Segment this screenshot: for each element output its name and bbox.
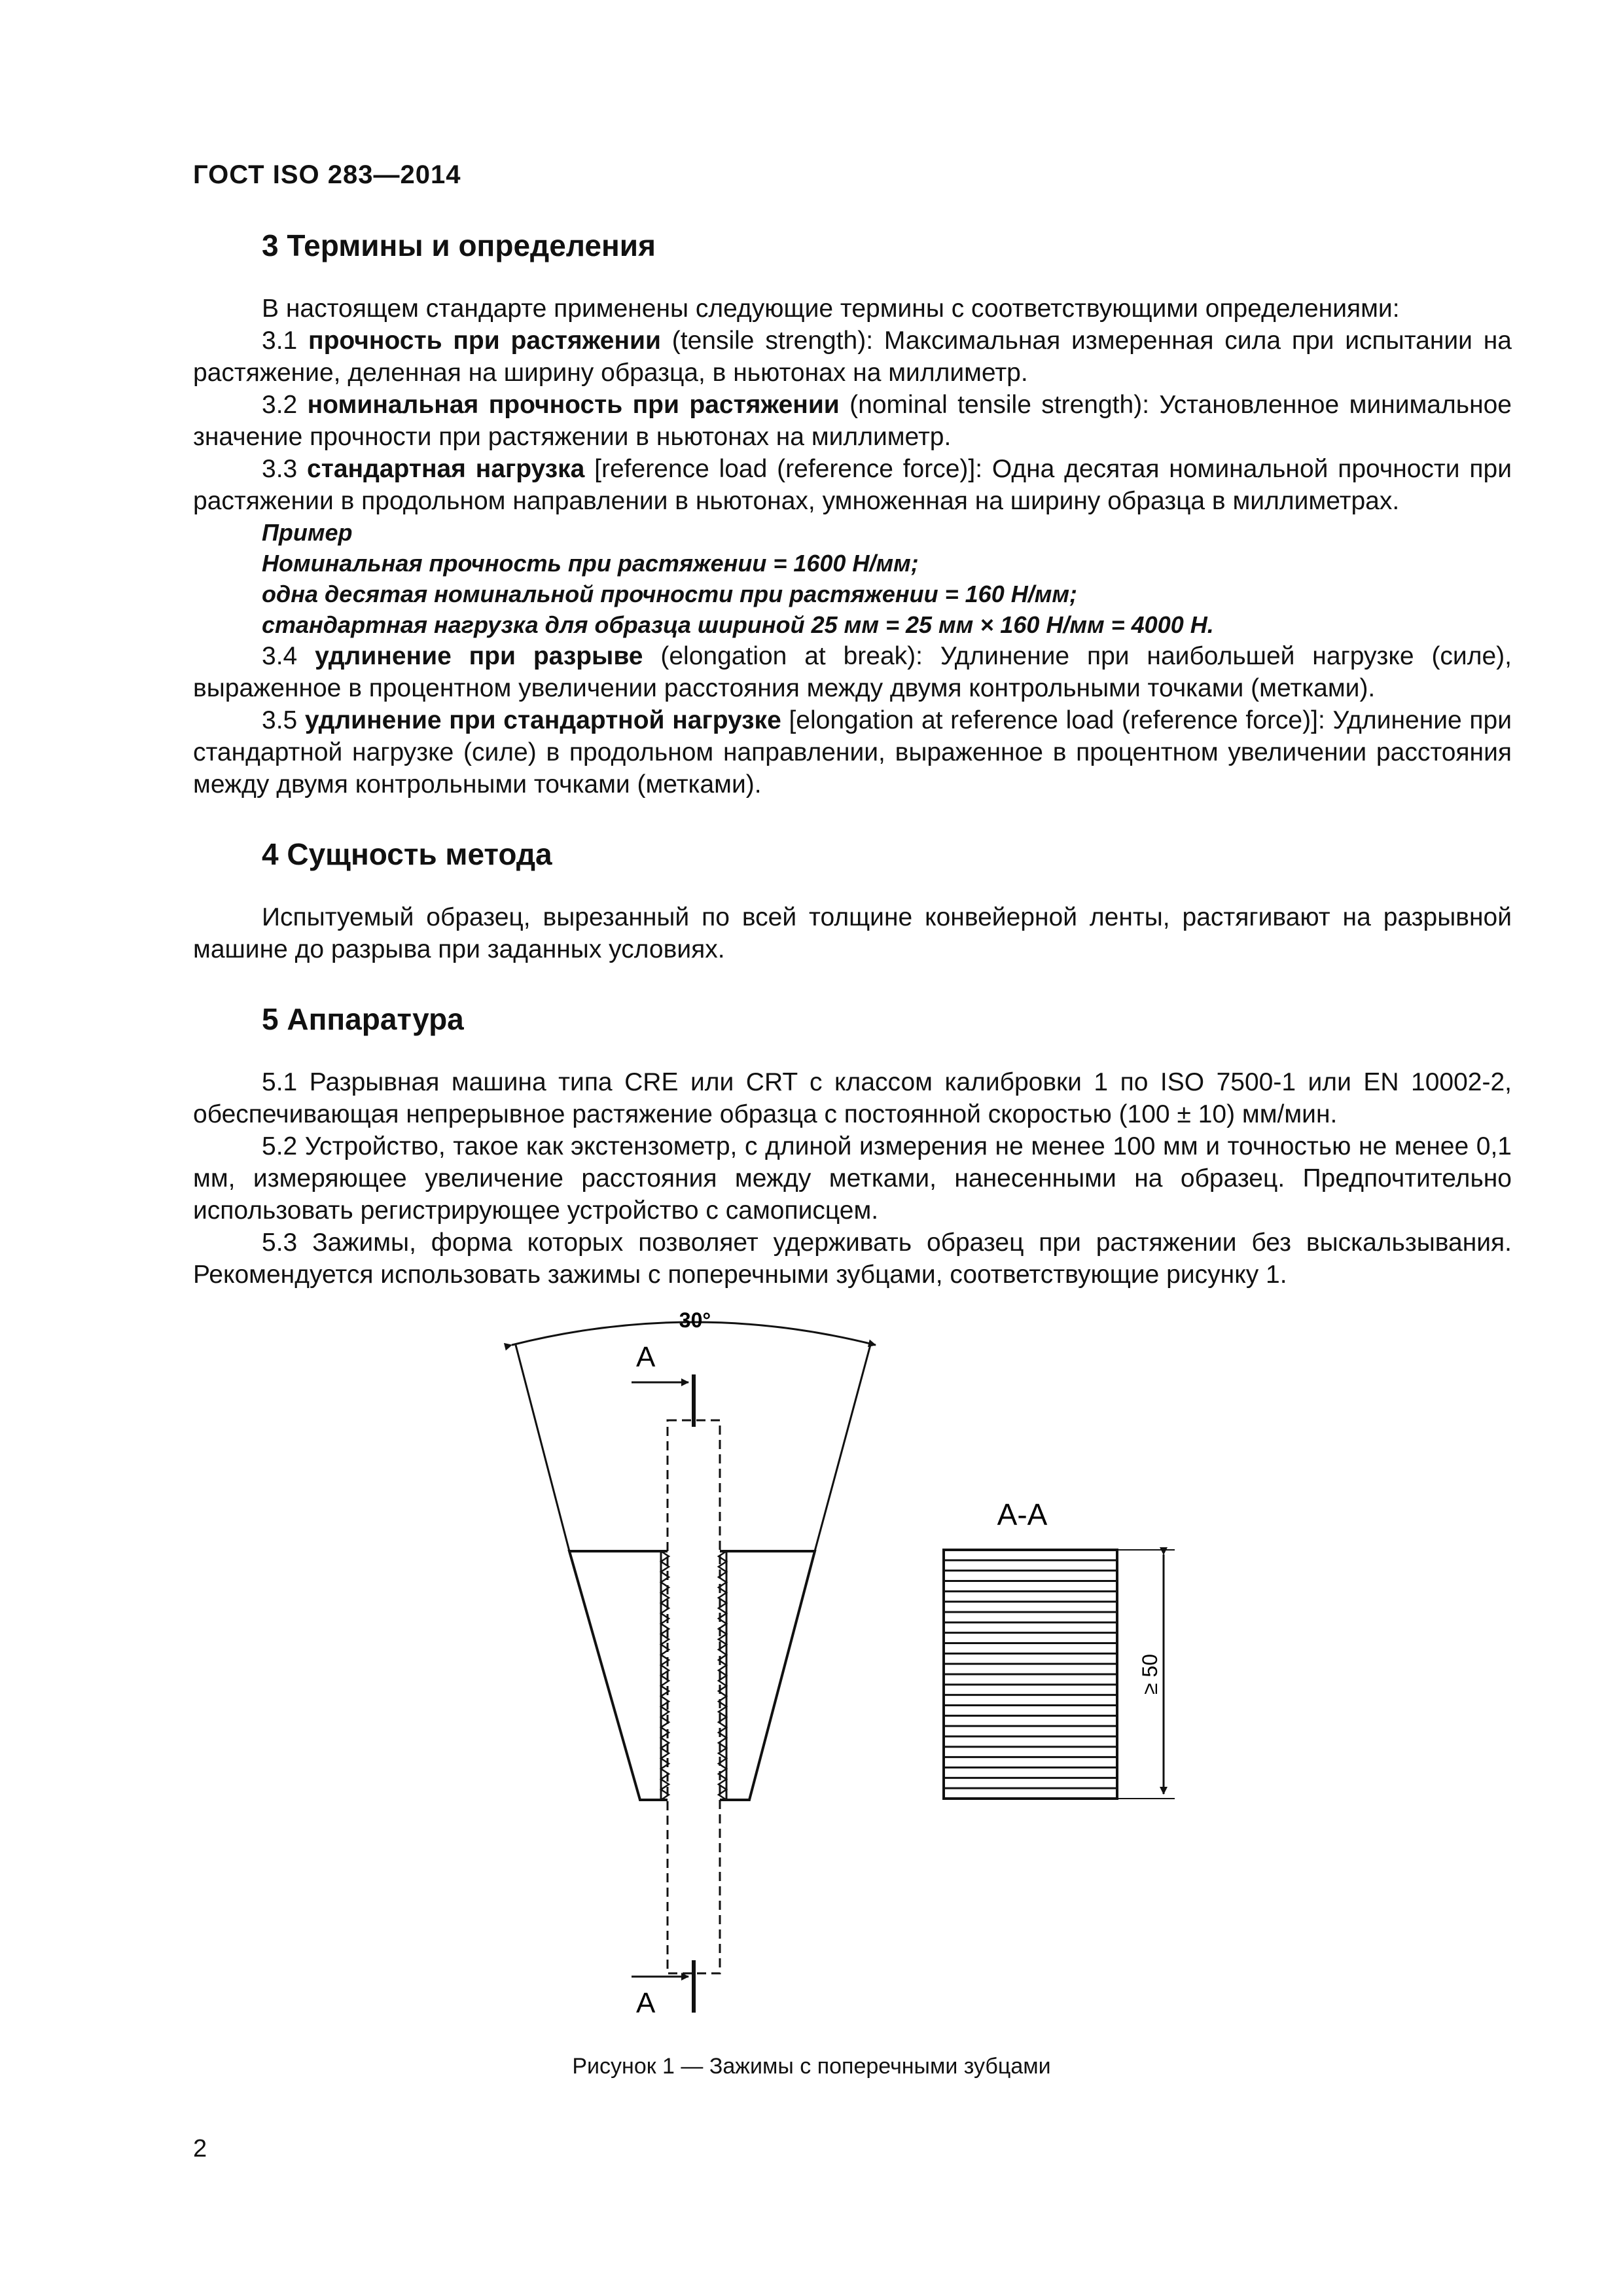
section-mark-bottom: А (636, 1987, 656, 2019)
term-number: 3.1 (262, 327, 309, 355)
term-definition: [elongation at reference load (reference force)]: Удлинение при стандартной нагрузке (силе) в продольном направлении, выраженное в процентном увеличении расстояния между двумя контрольными точками (метками). (193, 706, 1512, 798)
term-name: прочность при растяжении (308, 327, 661, 355)
term-number: 3.5 (262, 706, 305, 734)
term-definition: (elongation at break): Удлинение при наибольшей нагрузке (силе), выраженное в процентном увеличении расстояния между двумя контрольными точками (метками). (193, 642, 1512, 702)
term-number: 3.4 (262, 642, 315, 670)
angle-extension-right (815, 1345, 870, 1551)
section-4-text: Испытуемый образец, вырезанный по всей толщине конвейерной ленты, растягивают на разрывной машине до разрыва при заданных условиях. (193, 903, 1512, 963)
term-name: стандартная нагрузка (307, 455, 585, 483)
term-definition: (nominal tensile strength): Установленное минимальное значение прочности при растяжении в ньютонах на миллиметр. (193, 391, 1512, 451)
example-label: Пример (262, 519, 353, 546)
example-line-2: одна десятая номинальной прочности при растяжении = 160 Н/мм; (262, 581, 1077, 607)
section-3-heading: 3 Термины и определения (262, 228, 656, 262)
section-4-heading: 4 Сущность метода (262, 837, 552, 871)
angle-extension-left (516, 1345, 569, 1551)
term-name: удлинение при разрыве (315, 642, 643, 670)
term-name: удлинение при стандартной нагрузке (304, 706, 781, 734)
term-definition: (tensile strength): Максимальная измеренная сила при испытании на растяжение, деленная на ширину образца, в ньютонах на миллиметр. (193, 327, 1512, 387)
section-mark-top: А (636, 1341, 656, 1373)
term-3-5 (193, 704, 1512, 800)
term-number: 3.2 (262, 391, 308, 419)
term-3-3 (193, 453, 1512, 517)
clause-5-1: 5.1 Разрывная машина типа CRE или CRT с классом калибровки 1 по ISO 7500-1 или EN 10002-2, обеспечивающая непрерывное растяжение образца с постоянной скоростью (100 ± 10) мм/мин. (193, 1068, 1512, 1128)
specimen-strip (668, 1420, 720, 1973)
term-name: номинальная прочность при растяжении (307, 391, 840, 419)
term-definition: [reference load (reference force)]: Одна десятая номинальной прочности при растяжении в продольном направлении в ньютонах, умноженная на ширину образца в миллиметрах. (193, 455, 1512, 515)
figure-1 (0, 1302, 1623, 2049)
clause-5-2: 5.2 Устройство, такое как экстензометр, с длиной измерения не менее 100 мм и точностью не менее 0,1 мм, измеряющее увеличение расстояния между метками, нанесенными на образец. Предпочтительно использовать регистрирующее устройство с самописцем. (193, 1132, 1512, 1225)
term-number: 3.3 (262, 455, 308, 483)
clause-5-3: 5.3 Зажимы, форма которых позволяет удерживать образец при растяжении без выскальзывания. Рекомендуется использовать зажимы с поперечными зубцами, соответствующие рисунку 1. (193, 1229, 1512, 1289)
page-content (193, 226, 1512, 1291)
example-line-3: стандартная нагрузка для образца шириной 25 мм = 25 мм × 160 Н/мм = 4000 Н. (262, 611, 1214, 638)
term-3-2 (193, 389, 1512, 453)
section-5-heading: 5 Аппаратура (262, 1002, 464, 1036)
dimension-label: ≥ 50 (1138, 1653, 1162, 1695)
figure-1-drawing (0, 1302, 1623, 2049)
page-number: 2 (193, 2135, 207, 2162)
example-line-1: Номинальная прочность при растяжении = 1600 Н/мм; (262, 550, 919, 577)
document-header: ГОСТ ISO 283—2014 (193, 160, 461, 189)
section-view-label: А-А (997, 1498, 1048, 1532)
section-view-teeth (944, 1560, 1117, 1788)
section-3-intro: В настоящем стандарте применены следующие термины с соответствующими определениями: (262, 295, 1400, 323)
term-3-1 (193, 325, 1512, 389)
figure-caption: Рисунок 1 — Зажимы с поперечными зубцами (572, 2054, 1051, 2079)
term-3-4 (193, 640, 1512, 704)
angle-label: 30° (679, 1308, 711, 1332)
